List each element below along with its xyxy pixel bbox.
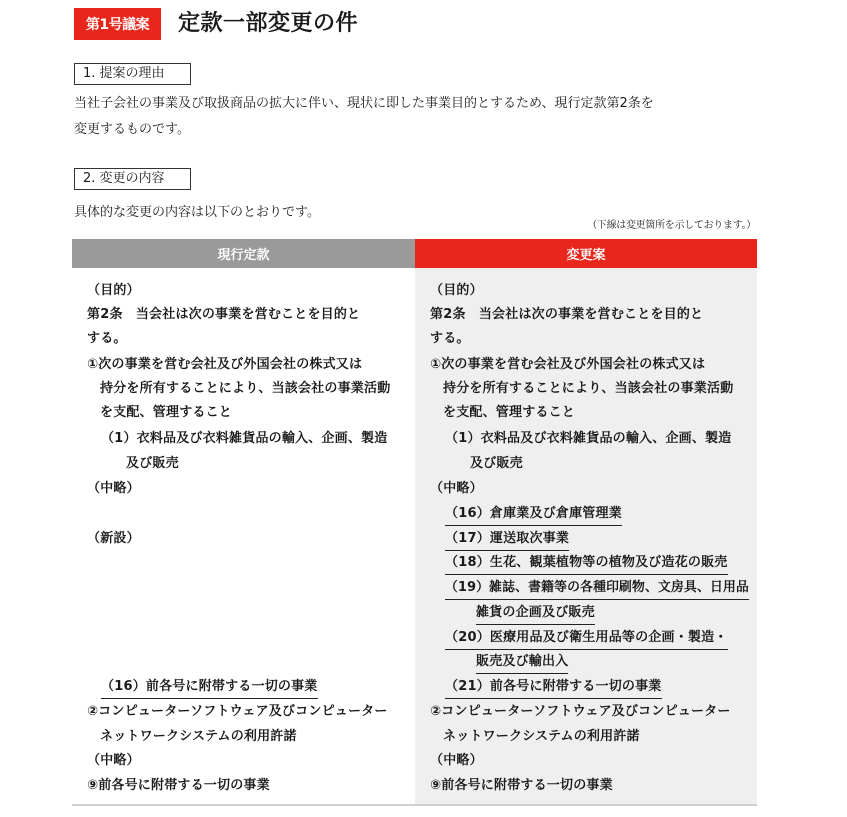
reason-line: 当社子会社の事業及び取扱商品の拡大に伴い、現状に即した事業目的とするため、現行定款第2条を <box>74 96 654 111</box>
right-line: （1）衣料品及び衣料雑貨品の輸入、企画、製造 <box>445 431 732 446</box>
right-line: （中略） <box>430 753 483 768</box>
reason-line: 変更するものです。 <box>74 122 190 137</box>
section-heading-reason: 1. 提案の理由 <box>74 63 191 85</box>
left-line: 持分を所有することにより、当該会社の事業活動 <box>100 381 391 396</box>
right-line: 及び販売 <box>470 456 523 471</box>
reason-paragraph <box>74 91 764 143</box>
right-line-underlined: 販売及び輸出入 <box>476 652 568 674</box>
right-line-underlined: （16）倉庫業及び倉庫管理業 <box>445 504 622 526</box>
current-articles-header: 現行定款 <box>72 239 415 268</box>
left-line: ⑨前各号に附帯する一切の事業 <box>87 778 270 793</box>
table-bottom-border <box>72 804 757 806</box>
left-line: （目的） <box>87 283 140 298</box>
left-line: 第2条 当会社は次の事業を営むことを目的と <box>87 307 361 322</box>
right-line-underlined: （19）雑誌、書籍等の各種印刷物、文房具、日用品 <box>445 578 749 600</box>
proposed-amendment-header: 変更案 <box>415 239 757 268</box>
left-line-underlined: （16）前各号に附帯する一切の事業 <box>101 677 318 699</box>
left-line: ②コンピューターソフトウェア及びコンピューター <box>87 704 388 719</box>
right-line: ①次の事業を営む会社及び外国会社の株式又は <box>430 357 706 372</box>
right-line: を支配、管理すること <box>443 405 576 420</box>
agenda-badge: 第1号議案 <box>74 8 161 40</box>
right-line: 第2条 当会社は次の事業を営むことを目的と <box>430 307 704 322</box>
right-line-underlined: 雑貨の企画及び販売 <box>476 603 595 625</box>
section-heading-content: 2. 変更の内容 <box>74 168 191 190</box>
left-line: （新設） <box>87 531 140 546</box>
page-title: 定款一部変更の件 <box>178 11 359 36</box>
left-line: を支配、管理すること <box>100 405 233 420</box>
right-line: 持分を所有することにより、当該会社の事業活動 <box>443 381 734 396</box>
content-paragraph: 具体的な変更の内容は以下のとおりです。 <box>74 205 320 220</box>
right-line: （目的） <box>430 283 483 298</box>
left-line: ネットワークシステムの利用許諾 <box>100 729 297 744</box>
right-line-underlined: （20）医療用品及び衛生用品等の企画・製造・ <box>445 628 728 650</box>
left-line: （1）衣料品及び衣料雑貨品の輸入、企画、製造 <box>101 431 388 446</box>
right-line-underlined: （18）生花、観葉植物等の植物及び造花の販売 <box>445 553 728 575</box>
left-line: する。 <box>87 331 127 346</box>
right-line-underlined: （21）前各号に附帯する一切の事業 <box>445 677 662 699</box>
right-line: （中略） <box>430 481 483 496</box>
left-line: （中略） <box>87 481 140 496</box>
underline-note: （下線は変更箇所を示しております。） <box>587 220 756 231</box>
right-line: する。 <box>430 331 470 346</box>
right-line: ②コンピューターソフトウェア及びコンピューター <box>430 704 731 719</box>
right-line-underlined: （17）運送取次事業 <box>445 529 569 551</box>
right-line: ⑨前各号に附帯する一切の事業 <box>430 778 613 793</box>
left-line: ①次の事業を営む会社及び外国会社の株式又は <box>87 357 363 372</box>
right-line: ネットワークシステムの利用許諾 <box>443 729 640 744</box>
left-line: （中略） <box>87 753 140 768</box>
left-line: 及び販売 <box>126 456 179 471</box>
